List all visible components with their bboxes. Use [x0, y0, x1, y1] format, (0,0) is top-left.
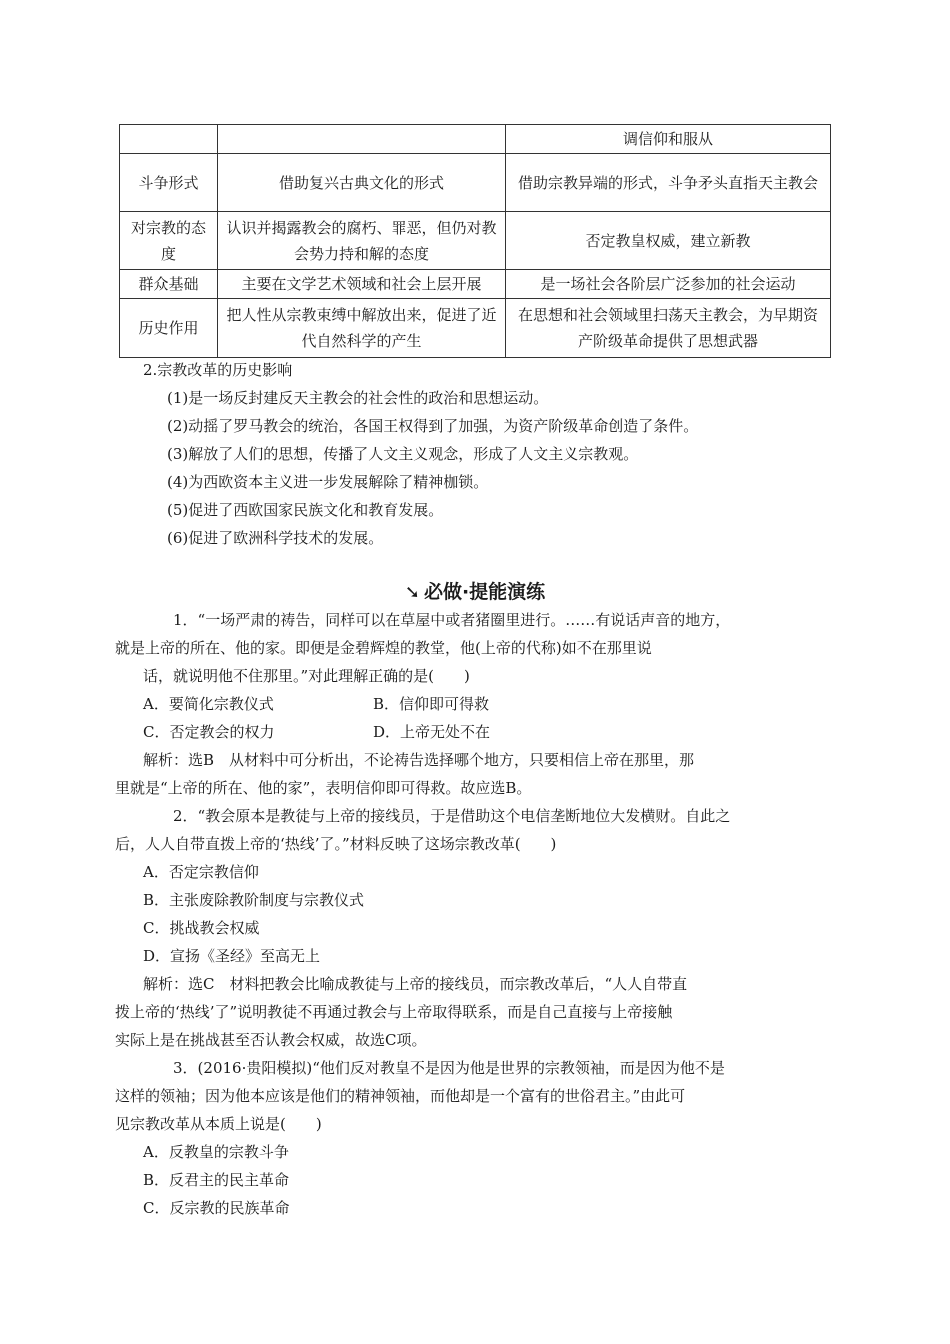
option-d[interactable]: D．宣扬《圣经》至高无上 — [143, 947, 321, 965]
table-cell-reformation: 否定教皇权威，建立新教 — [506, 212, 831, 270]
option-a[interactable]: A．否定宗教信仰 — [143, 863, 259, 881]
table-row — [120, 299, 831, 358]
table-cell-renaissance: 把人性从宗教束缚中解放出来，促进了近代自然科学的产生 — [218, 299, 506, 358]
option-b[interactable]: B．反君主的民主革命 — [143, 1171, 290, 1189]
option-c[interactable]: C．挑战教会权威 — [143, 919, 260, 937]
option-b[interactable]: B．主张废除教阶制度与宗教仪式 — [143, 891, 365, 909]
table-cell-reformation: 是一场社会各阶层广泛参加的社会运动 — [506, 270, 831, 299]
table-cell-label — [120, 125, 218, 154]
influence-item: (3)解放了人们的思想，传播了人文主义观念，形成了人文主义宗教观。 — [167, 445, 639, 463]
question-stem: 见宗教改革从本质上说是( ) — [115, 1115, 322, 1133]
influence-item: (6)促进了欧洲科学技术的发展。 — [167, 529, 384, 547]
table-cell-renaissance: 借助复兴古典文化的形式 — [218, 154, 506, 212]
options-row — [143, 718, 813, 746]
option-b[interactable]: B．信仰即可得救 — [373, 695, 490, 713]
question-2 — [115, 802, 813, 1054]
table-row — [120, 212, 831, 270]
question-stem: 这样的领袖；因为他本应该是他们的精神领袖，而他却是一个富有的世俗君主。”由此可 — [115, 1087, 686, 1105]
options-row — [143, 690, 813, 718]
option-d[interactable]: D．上帝无处不在 — [373, 723, 491, 741]
table-cell-renaissance: 认识并揭露教会的腐朽、罪恶，但仍对教会势力持和解的态度 — [218, 212, 506, 270]
influence-item: (1)是一场反封建反天主教会的社会性的政治和思想运动。 — [167, 389, 549, 407]
section-title — [0, 578, 950, 607]
table-cell-label: 对宗教的态度 — [120, 212, 218, 270]
influence-section — [143, 356, 813, 552]
answer-analysis: 解析：选C 材料把教会比喻成教徒与上帝的接线员，而宗教改革后，“人人自带直 — [143, 975, 688, 993]
question-stem: 就是上帝的所在、他的家。即便是金碧辉煌的教堂，他(上帝的代称)如不在那里说 — [115, 639, 652, 657]
influence-item: (4)为西欧资本主义进一步发展解除了精神枷锁。 — [167, 473, 489, 491]
table-cell-label: 斗争形式 — [120, 154, 218, 212]
question-stem: 话，就说明他不住那里。”对此理解正确的是( ) — [143, 667, 470, 685]
option-a[interactable]: A．反教皇的宗教斗争 — [143, 1143, 289, 1161]
arrow-down-right-icon: ➘ — [404, 582, 420, 603]
question-stem: 后，人人自带直拨上帝的‘热线’了。”材料反映了这场宗教改革( ) — [115, 835, 557, 853]
table-row — [120, 154, 831, 212]
table-cell-renaissance — [218, 125, 506, 154]
section-title-text: 必做·提能演练 — [423, 581, 546, 603]
table-cell-reformation: 调信仰和服从 — [506, 125, 831, 154]
influence-item: (5)促进了西欧国家民族文化和教育发展。 — [167, 501, 444, 519]
question-stem: 3．(2016·贵阳模拟)“他们反对教皇不是因为他是世界的宗教领袖，而是因为他不是 — [173, 1059, 725, 1077]
influence-item: (2)动摇了罗马教会的统治，各国王权得到了加强，为资产阶级革命创造了条件。 — [167, 417, 699, 435]
influence-heading: 2.宗教改革的历史影响 — [143, 361, 293, 379]
table-cell-renaissance: 主要在文学艺术领域和社会上层开展 — [218, 270, 506, 299]
option-a[interactable]: A．要简化宗教仪式 — [143, 695, 274, 713]
table-cell-reformation: 在思想和社会领域里扫荡天主教会，为早期资产阶级革命提供了思想武器 — [506, 299, 831, 358]
answer-analysis: 里就是“上帝的所在、他的家”，表明信仰即可得救。故应选B。 — [115, 779, 532, 797]
question-stem: 2．“教会原本是教徒与上帝的接线员，于是借助这个电信垄断地位大发横财。自此之 — [173, 807, 731, 825]
question-stem: 1．“一场严肃的祷告，同样可以在草屋中或者猪圈里进行。……有说话声音的地方， — [173, 611, 731, 629]
question-3 — [115, 1054, 813, 1222]
option-c[interactable]: C．反宗教的民族革命 — [143, 1199, 290, 1217]
answer-analysis: 实际上是在挑战甚至否认教会权威，故选C项。 — [115, 1031, 427, 1049]
answer-analysis: 解析：选B 从材料中可分析出，不论祷告选择哪个地方，只要相信上帝在那里，那 — [143, 751, 695, 769]
answer-analysis: 拨上帝的‘热线’了”说明教徒不再通过教会与上帝取得联系，而是自己直接与上帝接触 — [115, 1003, 673, 1021]
table-row — [120, 125, 831, 154]
comparison-table — [119, 124, 831, 358]
table-cell-label: 历史作用 — [120, 299, 218, 358]
table-row — [120, 270, 831, 299]
table-cell-reformation: 借助宗教异端的形式，斗争矛头直指天主教会 — [506, 154, 831, 212]
option-c[interactable]: C．否定教会的权力 — [143, 723, 275, 741]
table-cell-label: 群众基础 — [120, 270, 218, 299]
question-1 — [115, 606, 813, 802]
